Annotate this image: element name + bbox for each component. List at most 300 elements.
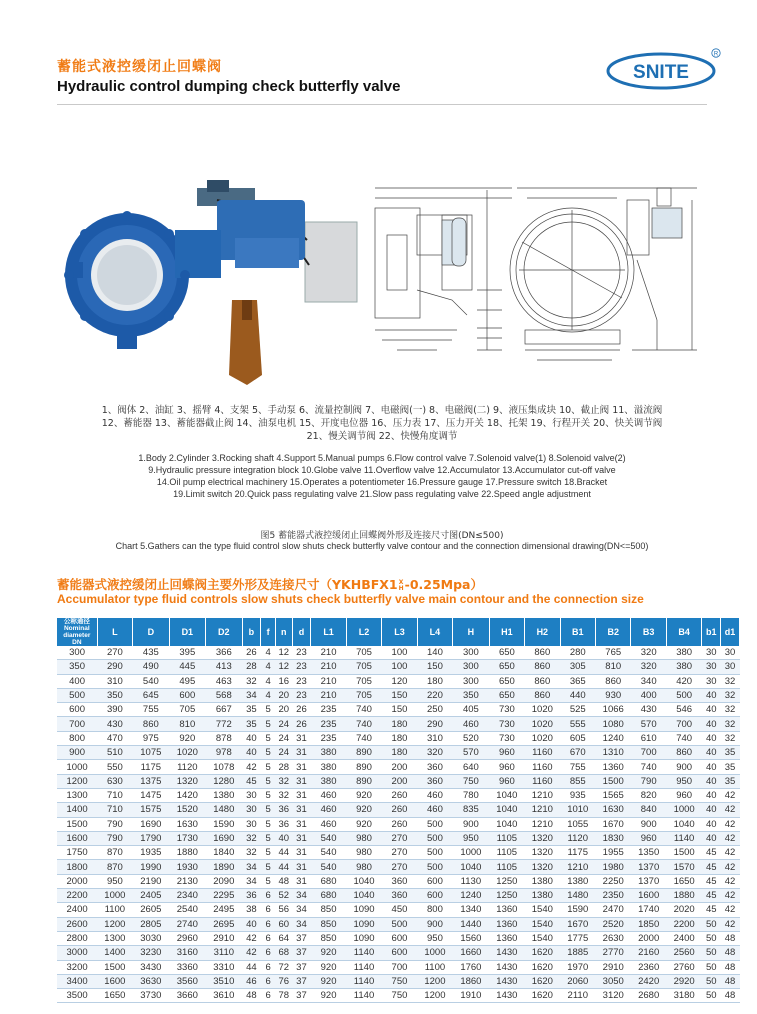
table-cell: 1740 (631, 903, 666, 917)
table-cell: 3610 (206, 989, 242, 1003)
table-cell: 920 (169, 731, 205, 745)
table-cell: 2495 (206, 903, 242, 917)
table-cell: 1000 (97, 889, 132, 903)
table-cell: 1590 (560, 903, 595, 917)
table-cell: 1020 (525, 717, 560, 731)
table-cell: 1140 (346, 960, 381, 974)
table-row (57, 917, 740, 931)
table-cell: 270 (382, 860, 417, 874)
table-cell: 350 (97, 688, 132, 702)
table-cell: 1320 (525, 860, 560, 874)
table-cell: 5 (261, 788, 276, 802)
table-cell: 1660 (453, 946, 489, 960)
table-cell: 36 (242, 889, 261, 903)
table-cell: 540 (311, 831, 346, 845)
page-title-en: Hydraulic control dumping check butterfly valve (57, 78, 401, 95)
table-cell: 1575 (133, 803, 169, 817)
table-cell: 3310 (206, 960, 242, 974)
header-d2: D2 (206, 618, 242, 646)
table-row (57, 717, 740, 731)
table-cell: 2470 (596, 903, 631, 917)
table-cell: 850 (311, 903, 346, 917)
table-cell: 36 (275, 803, 292, 817)
table-cell: 3660 (169, 989, 205, 1003)
table-cell: 50 (702, 989, 721, 1003)
table-cell: 366 (206, 646, 242, 660)
table-cell: 45 (702, 846, 721, 860)
table-cell: 365 (560, 674, 595, 688)
table-cell: 400 (57, 674, 97, 688)
header-divider (57, 104, 707, 105)
table-cell: 300 (57, 646, 97, 660)
table-cell: 1090 (346, 903, 381, 917)
header-h: H (453, 618, 489, 646)
table-cell: 1560 (453, 931, 489, 945)
header-n: n (275, 618, 292, 646)
table-cell: 235 (311, 717, 346, 731)
table-cell: 1040 (346, 889, 381, 903)
table-cell: 978 (206, 746, 242, 760)
table-cell: 1500 (596, 774, 631, 788)
table-cell: 920 (311, 989, 346, 1003)
table-cell: 38 (242, 903, 261, 917)
table-cell: 1935 (133, 846, 169, 860)
table-cell: 2740 (169, 917, 205, 931)
table-cell: 2540 (169, 903, 205, 917)
table-cell: 540 (311, 846, 346, 860)
table-cell: 2090 (206, 874, 242, 888)
table-row (57, 874, 740, 888)
figure-caption-cn: 图5 蓄能器式液控缓闭止回蝶阀外形及连接尺寸图(DN≤500) (260, 531, 504, 541)
table-row (57, 989, 740, 1003)
table-cell: 960 (489, 774, 524, 788)
table-cell: 790 (631, 774, 666, 788)
table-row (57, 660, 740, 674)
table-cell: 860 (525, 674, 560, 688)
table-cell: 413 (206, 660, 242, 674)
table-cell: 6 (261, 889, 276, 903)
table-cell: 180 (382, 746, 417, 760)
table-cell: 1360 (489, 931, 524, 945)
table-cell: 2060 (560, 974, 595, 988)
table-cell: 860 (525, 688, 560, 702)
table-cell: 6 (261, 989, 276, 1003)
table-cell: 950 (453, 831, 489, 845)
table-cell: 650 (489, 646, 524, 660)
parts-cn-line-3: 21、慢关调节阀 22、快慢角度调节 (306, 431, 458, 442)
table-cell: 1540 (525, 903, 560, 917)
table-cell: 1310 (596, 746, 631, 760)
table-cell: 1690 (133, 817, 169, 831)
table-cell: 48 (721, 960, 740, 974)
table-cell: 600 (382, 946, 417, 960)
table-cell: 2400 (666, 931, 701, 945)
table-cell: 40 (242, 917, 261, 931)
table-cell: 3500 (57, 989, 97, 1003)
table-cell: 40 (702, 831, 721, 845)
table-cell: 1360 (489, 917, 524, 931)
table-cell: 1630 (169, 817, 205, 831)
table-cell: 860 (666, 746, 701, 760)
table-cell: 200 (382, 760, 417, 774)
table-cell: 4 (261, 660, 276, 674)
table-cell: 3160 (169, 946, 205, 960)
table-cell: 920 (311, 946, 346, 960)
table-cell: 500 (417, 860, 452, 874)
table-cell: 50 (702, 974, 721, 988)
table-cell: 1340 (453, 903, 489, 917)
table-cell: 210 (311, 674, 346, 688)
table-cell: 705 (169, 703, 205, 717)
table-row (57, 674, 740, 688)
table-cell: 2110 (560, 989, 595, 1003)
snite-logo (606, 48, 722, 90)
table-cell: 680 (311, 874, 346, 888)
table-cell: 6 (261, 974, 276, 988)
page-title-cn: 蓄能式液控缓闭止回蝶阀 (57, 59, 222, 75)
table-cell: 30 (721, 646, 740, 660)
table-cell: 260 (382, 788, 417, 802)
table-cell: 1850 (631, 917, 666, 931)
table-cell: 600 (169, 688, 205, 702)
table-cell: 610 (631, 731, 666, 745)
table-cell: 1320 (525, 846, 560, 860)
table-cell: 180 (382, 717, 417, 731)
table-cell: 32 (242, 846, 261, 860)
table-cell: 32 (721, 717, 740, 731)
table-cell: 568 (206, 688, 242, 702)
table-cell: 1040 (453, 860, 489, 874)
table-cell: 2420 (631, 974, 666, 988)
header-l3: L3 (382, 618, 417, 646)
table-cell: 68 (275, 946, 292, 960)
header-d1: d1 (721, 618, 740, 646)
table-cell: 270 (382, 831, 417, 845)
table-cell: 40 (702, 703, 721, 717)
logo-text: SNITE (633, 62, 689, 83)
table-cell: 2920 (666, 974, 701, 988)
table-cell: 48 (721, 946, 740, 960)
table-cell: 3050 (596, 974, 631, 988)
table-cell: 45 (702, 889, 721, 903)
table-cell: 290 (417, 717, 452, 731)
table-cell: 772 (206, 717, 242, 731)
table-cell: 1520 (169, 803, 205, 817)
table-cell: 3510 (206, 974, 242, 988)
table-cell: 2630 (596, 931, 631, 945)
table-row (57, 817, 740, 831)
table-cell: 1670 (560, 917, 595, 931)
table-cell: 2805 (133, 917, 169, 931)
table-cell: 180 (417, 674, 452, 688)
section-title-cn-main: 蓄能器式液控缓闭止回蝶阀主要外形及连接尺寸（YKHBFX1 (57, 577, 398, 592)
table-cell: 12 (275, 660, 292, 674)
table-cell: 605 (560, 731, 595, 745)
table-cell: 755 (560, 760, 595, 774)
table-cell: 500 (417, 846, 452, 860)
table-cell: 37 (292, 974, 311, 988)
table-cell: 150 (382, 703, 417, 717)
table-cell: 850 (311, 917, 346, 931)
table-cell: 1055 (560, 817, 595, 831)
table-cell: 680 (311, 889, 346, 903)
table-cell: 900 (57, 746, 97, 760)
header-h2: H2 (525, 618, 560, 646)
table-cell: 500 (382, 917, 417, 931)
table-cell: 705 (346, 646, 381, 660)
table-cell: 420 (666, 674, 701, 688)
header-l1: L1 (311, 618, 346, 646)
table-cell: 100 (382, 646, 417, 660)
table-cell: 380 (311, 746, 346, 760)
table-cell: 5 (261, 874, 276, 888)
table-cell: 1078 (206, 760, 242, 774)
table-cell: 24 (275, 731, 292, 745)
table-body (57, 646, 740, 1003)
table-cell: 1670 (596, 817, 631, 831)
table-cell: 1210 (525, 788, 560, 802)
table-cell: 32 (275, 774, 292, 788)
table-cell: 1500 (666, 846, 701, 860)
table-cell: 360 (382, 889, 417, 903)
table-cell: 42 (721, 903, 740, 917)
table-cell: 950 (417, 931, 452, 945)
table-row (57, 960, 740, 974)
table-cell: 645 (133, 688, 169, 702)
table-cell: 900 (666, 760, 701, 774)
parts-cn-line-1: 1、阀体 2、油缸 3、摇臂 4、支架 5、手动泵 6、流量控制阀 7、电磁阀(一) 8、电磁阀(二) 9、液压集成块 10、截止阀 11、溢流阀 (101, 405, 663, 416)
table-cell: 500 (417, 831, 452, 845)
table-cell: 3560 (169, 974, 205, 988)
table-cell: 1400 (97, 946, 132, 960)
table-cell: 5 (261, 703, 276, 717)
table-cell: 31 (292, 731, 311, 745)
table-cell: 1020 (525, 731, 560, 745)
table-cell: 700 (382, 960, 417, 974)
table-cell: 860 (525, 660, 560, 674)
table-cell: 5 (261, 717, 276, 731)
table-cell: 36 (275, 817, 292, 831)
table-cell: 960 (489, 760, 524, 774)
table-cell: 1650 (97, 989, 132, 1003)
table-cell: 3360 (169, 960, 205, 974)
table-cell: 26 (292, 703, 311, 717)
table-cell: 2200 (666, 917, 701, 931)
table-cell: 890 (346, 746, 381, 760)
table-cell: 440 (560, 688, 595, 702)
table-cell: 2360 (631, 960, 666, 974)
table-cell: 24 (275, 717, 292, 731)
table-cell: 600 (57, 703, 97, 717)
table-cell: 3030 (133, 931, 169, 945)
table-cell: 23 (292, 660, 311, 674)
table-cell: 50 (702, 960, 721, 974)
table-cell: 40 (702, 803, 721, 817)
table-cell: 5 (261, 817, 276, 831)
valve-photo (64, 180, 357, 385)
table-cell: 44 (242, 960, 261, 974)
header-l4: L4 (417, 618, 452, 646)
table-cell: 40 (702, 774, 721, 788)
table-cell: 1175 (133, 760, 169, 774)
table-cell: 2190 (133, 874, 169, 888)
table-cell: 1250 (489, 874, 524, 888)
table-cell: 960 (631, 831, 666, 845)
table-cell: 35 (721, 746, 740, 760)
table-cell: 1500 (97, 960, 132, 974)
parts-list-cn (57, 404, 707, 443)
table-cell: 235 (311, 703, 346, 717)
table-cell: 32 (721, 674, 740, 688)
table-cell: 1650 (666, 874, 701, 888)
table-cell: 300 (453, 646, 489, 660)
table-cell: 360 (382, 874, 417, 888)
table-cell: 900 (417, 917, 452, 931)
table-cell: 1570 (666, 860, 701, 874)
table-cell: 340 (631, 674, 666, 688)
table-cell: 460 (453, 717, 489, 731)
header-b1: b1 (702, 618, 721, 646)
table-cell: 730 (489, 703, 524, 717)
table-cell: 270 (382, 846, 417, 860)
table-cell: 810 (596, 660, 631, 674)
table-cell: 670 (560, 746, 595, 760)
table-cell: 1120 (560, 831, 595, 845)
table-cell: 950 (97, 874, 132, 888)
table-cell: 920 (346, 817, 381, 831)
table-cell: 5 (261, 774, 276, 788)
table-cell: 180 (382, 731, 417, 745)
table-cell: 5 (261, 760, 276, 774)
table-cell: 1480 (560, 889, 595, 903)
table-cell: 1020 (525, 703, 560, 717)
table-cell: 860 (596, 674, 631, 688)
table-cell: 72 (275, 960, 292, 974)
table-cell: 1760 (453, 960, 489, 974)
table-cell: 31 (292, 846, 311, 860)
header-b1: B1 (560, 618, 595, 646)
table-cell: 570 (631, 717, 666, 731)
table-cell: 48 (275, 874, 292, 888)
table-cell: 470 (97, 731, 132, 745)
table-cell: 1620 (525, 974, 560, 988)
table-cell: 667 (206, 703, 242, 717)
table-cell: 1000 (666, 803, 701, 817)
table-cell: 37 (292, 946, 311, 960)
parts-en-line-1: 1.Body 2.Cylinder 3.Rocking shaft 4.Support 5.Manual pumps 6.Flow control valve 7.Solenoid valve(1) 8.Solenoid valve(2) (138, 453, 626, 463)
table-row (57, 931, 740, 945)
front-drawing (510, 188, 697, 360)
table-cell: 56 (275, 903, 292, 917)
table-cell: 1160 (525, 774, 560, 788)
table-cell: 3200 (57, 960, 97, 974)
table-cell: 35 (721, 760, 740, 774)
table-cell: 6 (261, 946, 276, 960)
table-cell: 700 (57, 717, 97, 731)
table-cell: 2130 (169, 874, 205, 888)
table-cell: 31 (292, 860, 311, 874)
table-cell: 463 (206, 674, 242, 688)
table-cell: 30 (702, 674, 721, 688)
table-cell: 1590 (206, 817, 242, 831)
table-cell: 6 (261, 917, 276, 931)
table-cell: 765 (596, 646, 631, 660)
table-cell: 40 (275, 831, 292, 845)
table-row (57, 974, 740, 988)
table-cell: 34 (292, 903, 311, 917)
table-cell: 2760 (666, 960, 701, 974)
table-cell: 23 (292, 688, 311, 702)
table-cell: 34 (242, 860, 261, 874)
table-cell: 870 (97, 860, 132, 874)
table-cell: 40 (702, 817, 721, 831)
table-cell: 3400 (57, 974, 97, 988)
table-cell: 235 (311, 731, 346, 745)
table-cell: 32 (275, 788, 292, 802)
table-cell: 34 (242, 688, 261, 702)
table-cell: 42 (721, 917, 740, 931)
table-cell: 1000 (57, 760, 97, 774)
table-cell: 305 (560, 660, 595, 674)
table-cell: 50 (702, 946, 721, 960)
table-cell: 1090 (346, 917, 381, 931)
table-cell: 4 (261, 674, 276, 688)
table-cell: 3110 (206, 946, 242, 960)
table-cell: 31 (292, 788, 311, 802)
table-row (57, 760, 740, 774)
table-cell: 1890 (206, 860, 242, 874)
table-cell: 1420 (169, 788, 205, 802)
table-cell: 35 (242, 717, 261, 731)
table-cell: 42 (721, 817, 740, 831)
table-cell: 1790 (133, 831, 169, 845)
table-cell: 5 (261, 831, 276, 845)
table-cell: 37 (292, 931, 311, 945)
table-cell: 490 (133, 660, 169, 674)
table-row (57, 903, 740, 917)
table-cell: 520 (453, 731, 489, 745)
table-cell: 450 (382, 903, 417, 917)
table-row (57, 860, 740, 874)
table-cell: 380 (666, 660, 701, 674)
table-row (57, 846, 740, 860)
table-cell: 1040 (489, 817, 524, 831)
table-cell: 28 (275, 760, 292, 774)
table-cell: 1010 (560, 803, 595, 817)
parts-en-line-2: 9.Hydraulic pressure integration block 10.Globe valve 11.Overflow valve 12.Accumulator 13.Accumulator cut-off valve (148, 465, 616, 475)
table-cell: 400 (631, 688, 666, 702)
table-cell: 870 (97, 846, 132, 860)
table-cell: 37 (292, 960, 311, 974)
table-cell: 1630 (596, 803, 631, 817)
table-cell: 1000 (417, 946, 452, 960)
table-cell: 740 (666, 731, 701, 745)
table-cell: 2000 (57, 874, 97, 888)
table-cell: 28 (242, 660, 261, 674)
header-l2: L2 (346, 618, 381, 646)
table-cell: 23 (292, 674, 311, 688)
table-cell: 750 (382, 989, 417, 1003)
table-cell: 50 (702, 931, 721, 945)
table-cell: 24 (275, 746, 292, 760)
table-cell: 40 (702, 788, 721, 802)
table-cell: 546 (666, 703, 701, 717)
table-cell: 64 (275, 931, 292, 945)
table-cell: 1620 (525, 946, 560, 960)
table-cell: 31 (292, 874, 311, 888)
table-cell: 890 (346, 760, 381, 774)
table-cell: 1885 (560, 946, 595, 960)
